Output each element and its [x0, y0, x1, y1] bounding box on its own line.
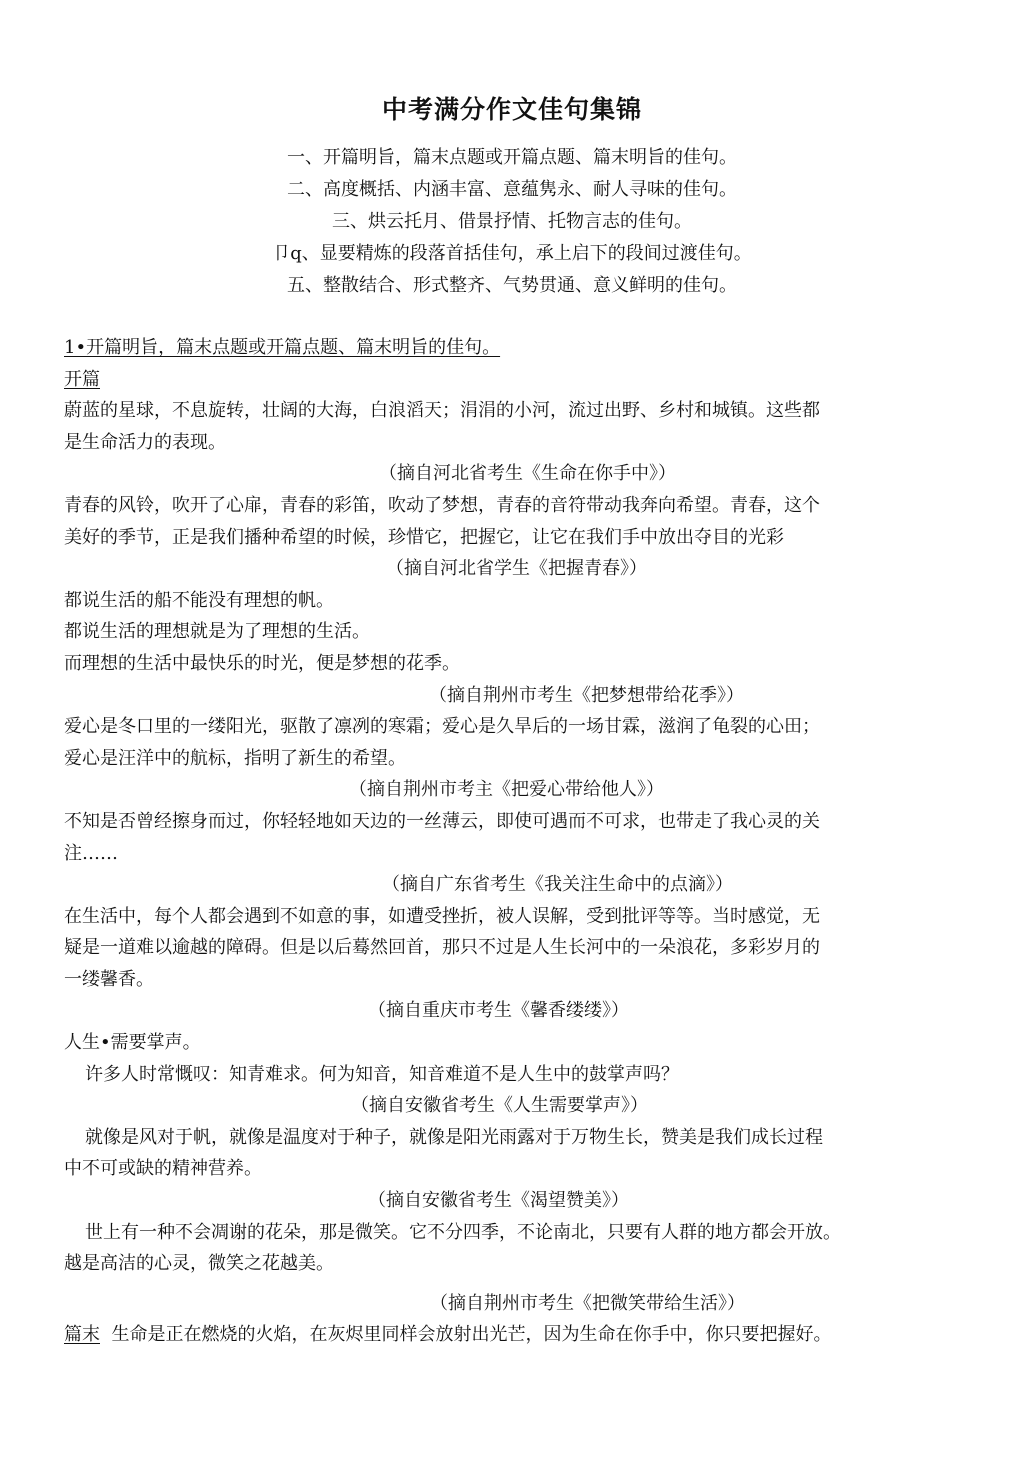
source-citation: （摘自荆州市考主《把爱心带给他人》） — [349, 779, 664, 801]
paragraph-line: 青春的风铃，吹开了心扉，青春的彩笛，吹动了梦想，青春的音符带动我奔向希望。青春，这个 — [64, 494, 820, 516]
source-citation: （摘自河北省学生《把握青春》） — [386, 558, 647, 580]
outline-item: 三、烘云托月、借景抒情、托物言志的佳句。 — [332, 211, 692, 232]
source-citation: （摘自安徽省考生《渴望赞美》） — [368, 1190, 629, 1212]
section-1 — [64, 332, 934, 1351]
paragraph-line: 都说生活的理想就是为了理想的生活。 — [64, 621, 370, 643]
paragraph-line: 许多人时常慨叹：知青难求。何为知音，知音难道不是人生中的鼓掌声吗？ — [85, 1063, 679, 1085]
ending-text: 生命是正在燃烧的火焰，在灰烬里同样会放射出光芒，因为生命在你手中，你只要把握好。 — [111, 1324, 832, 1346]
paragraph-line: 在生活中，每个人都会遇到不如意的事，如遭受挫折，被人误解，受到批评等等。当时感觉，无 — [64, 905, 820, 927]
paragraph-line: 都说生活的船不能没有理想的帆。 — [64, 589, 334, 611]
ending-line — [64, 1319, 934, 1351]
section-heading: 1•开篇明旨，篇末点题或开篇点题、篇末明旨的佳句。 — [64, 337, 501, 358]
paragraph-line: 注…… — [64, 842, 118, 864]
paragraph-line: 疑是一道难以逾越的障碍。但是以后蓦然回首，那只不过是人生长河中的一朵浪花，多彩岁月的 — [64, 937, 820, 959]
subheading-opening: 开篇 — [64, 368, 100, 390]
source-citation: （摘自广东省考生《我关注生命中的点滴》） — [382, 874, 733, 896]
page-title: 中考满分作文佳句集锦 — [381, 95, 642, 124]
outline-item: 二、高度概括、内涵丰富、意蕴隽永、耐人寻味的佳句。 — [287, 179, 737, 200]
paragraph-line: 而理想的生活中最快乐的时光，便是梦想的花季。 — [64, 652, 460, 674]
outline-list — [0, 142, 1024, 302]
outline-item: 一、开篇明旨，篇末点题或开篇点题、篇末明旨的佳句。 — [287, 147, 737, 168]
paragraph-line: 中不可或缺的精神营养。 — [64, 1158, 262, 1180]
paragraph-line: 越是高洁的心灵，微笑之花越美。 — [64, 1253, 334, 1275]
paragraph-line: 一缕馨香。 — [64, 968, 154, 990]
source-citation: （摘自荆州市考生《把微笑带给生活》） — [430, 1292, 745, 1314]
paragraph-line: 是生命活力的表现。 — [64, 431, 226, 453]
outline-item: 卩q、显要精炼的段落首括佳句，承上启下的段间过渡佳句。 — [272, 243, 752, 264]
paragraph-line: 蔚蓝的星球，不息旋转，壮阔的大海，白浪滔天；涓涓的小河，流过出野、乡村和城镇。这些都 — [64, 400, 820, 422]
paragraph-line: 不知是否曾经擦身而过，你轻轻地如天边的一丝薄云，即使可遇而不可求，也带走了我心灵的关 — [64, 810, 820, 832]
outline-item: 五、整散结合、形式整齐、气势贯通、意义鲜明的佳句。 — [287, 275, 737, 296]
paragraph-line: 人生•需要掌声。 — [64, 1032, 201, 1054]
source-citation: （摘自安徽省考生《人生需要掌声》） — [351, 1095, 648, 1117]
paragraph-line: 美好的季节，正是我们播种希望的时候，珍惜它，把握它，让它在我们手中放出夺目的光彩 — [64, 526, 784, 548]
source-citation: （摘自荆州市考生《把梦想带给花季》） — [429, 684, 744, 706]
source-citation: （摘自重庆市考生《馨香缕缕》） — [368, 1000, 629, 1022]
paragraph-line: 世上有一种不会凋谢的花朵，那是微笑。它不分四季，不论南北，只要有人群的地方都会开放。 — [85, 1221, 841, 1243]
subheading-ending: 篇末 — [64, 1324, 100, 1346]
paragraph-line: 爱心是汪洋中的航标，指明了新生的希望。 — [64, 747, 406, 769]
paragraph-line: 爱心是冬口里的一缕阳光，驱散了凛冽的寒霜；爱心是久旱后的一场甘霖，滋润了龟裂的心田； — [64, 716, 820, 738]
source-citation: （摘自河北省考生《生命在你手中》） — [379, 463, 676, 485]
paragraph-line: 就像是风对于帆，就像是温度对于种子，就像是阳光雨露对于万物生长，赞美是我们成长过程 — [85, 1126, 823, 1148]
